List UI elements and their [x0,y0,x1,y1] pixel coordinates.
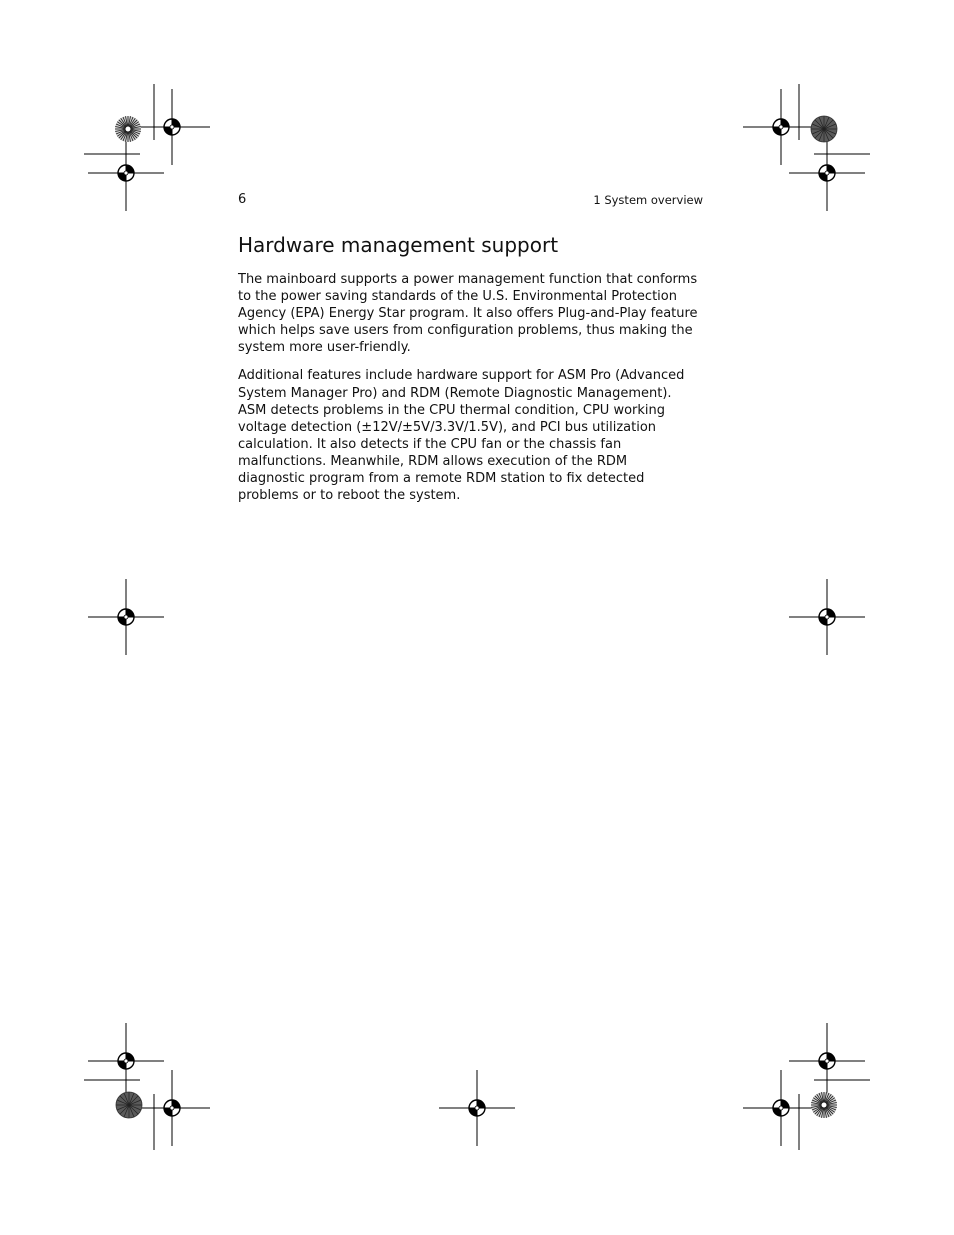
text-line: diagnostic program from a remote RDM station to fix detected [238,471,645,487]
page-number: 6 [238,192,247,207]
text-line: system more user-friendly. [238,340,411,356]
text-line: voltage detection (±12V/±5V/3.3V/1.5V), and PCI bus utilization [238,419,657,435]
text-line: calculation. It also detects if the CPU fan or the chassis fan [238,436,622,452]
section-heading: Hardware management support [238,233,559,257]
text-line: which helps save users from configuration problems, thus making the [238,323,693,339]
text-line: problems or to reboot the system. [238,488,461,504]
body-text [238,271,708,515]
text-line: ASM detects problems in the CPU thermal condition, CPU working [238,402,666,418]
text-line: to the power saving standards of the U.S. Environmental Protection [238,289,677,305]
running-head: 1 System overview [593,193,703,207]
text-line: System Manager Pro) and RDM (Remote Diagnostic Management). [238,385,672,401]
paragraph-power-management [238,271,708,356]
paragraph-additional-features [238,367,708,504]
text-line: malfunctions. Meanwhile, RDM allows execution of the RDM [238,453,628,469]
text-line: The mainboard supports a power management function that conforms [238,272,698,287]
text-line: Additional features include hardware support for ASM Pro (Advanced [238,368,685,384]
text-line: Agency (EPA) Energy Star program. It also offers Plug-and-Play feature [238,306,698,322]
